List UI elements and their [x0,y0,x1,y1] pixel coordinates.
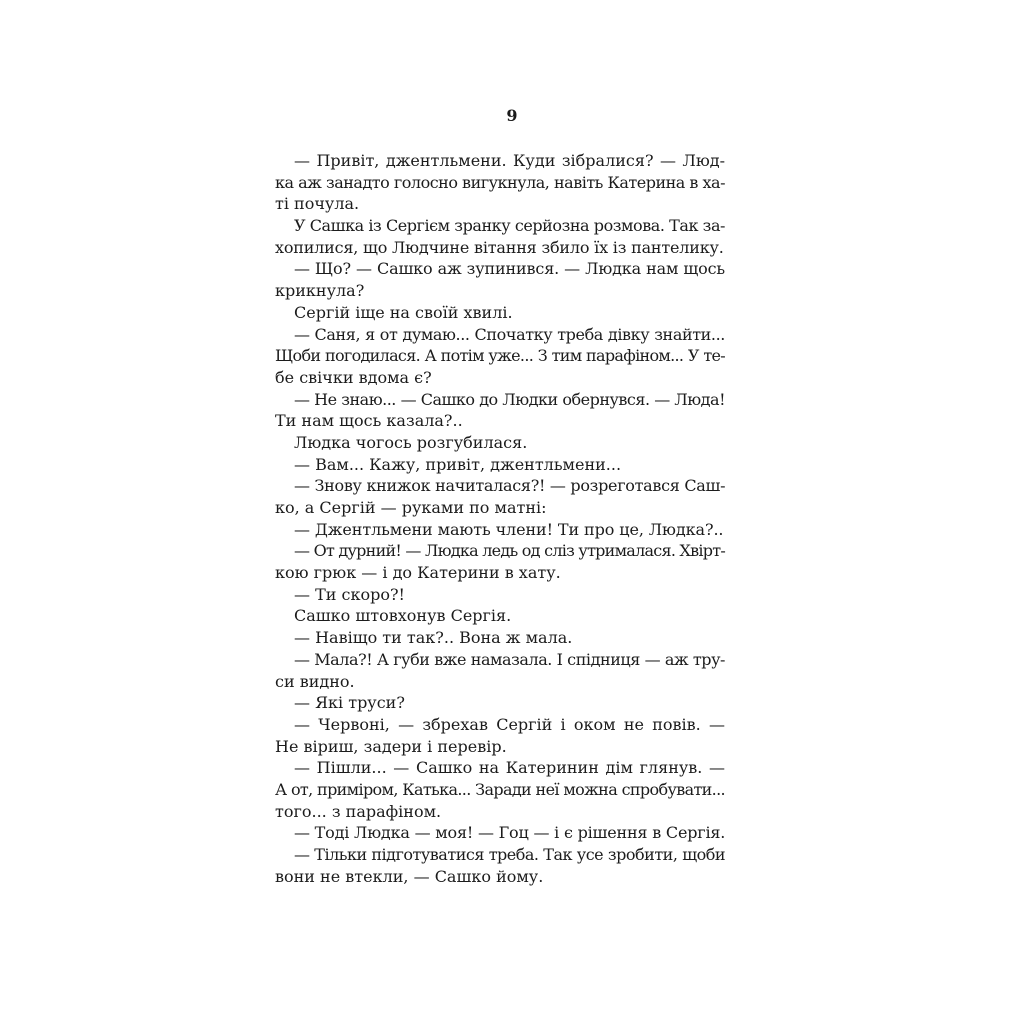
text-line: ті почула. [275,194,360,214]
text-line: — Що? — Сашко аж зупинився. — Людка нам щось [294,259,725,279]
text-line: — Пішли... — Сашко на Катеринин дім глянув. — [294,758,725,778]
text-line: вони не втекли, — Сашко йому. [275,866,544,886]
text-line: ко, а Сергій — руками по матні: [275,498,547,517]
text-line: того... з парафіном. [275,801,442,821]
text-line: кою грюк — і до Катерини в хату. [275,563,561,583]
body-text [275,150,725,887]
text-line: — Навіщо ти так?.. Вона ж мала. [294,628,573,648]
text-line: — Джентльмени мають члени! Ти про це, Людка?.. [294,519,724,539]
text-line: — Вам... Кажу, привіт, джентльмени... [294,454,622,474]
text-line: Сашко штовхонув Сергія. [294,606,512,626]
text-line: крикнула? [275,281,365,301]
text-line: У Сашка із Сергієм зранку серйозна розмова. Так за- [294,216,725,236]
text-line: хопилися, що Людчине вітання збило їх із пантелику. [275,237,724,257]
text-line: Щоби погодилася. А потім уже... З тим парафіном... У те- [275,346,725,366]
text-line: Ти нам щось казала?.. [275,411,463,431]
text-line: ка аж занадто голосно вигукнула, навіть Катерина в ха- [275,172,725,192]
text-line: Сергій іще на своїй хвилі. [294,302,513,322]
text-line: — Які труси? [294,693,405,713]
text-line: Не віриш, задери і перевір. [275,736,507,756]
text-line: — Саня, я от думаю... Спочатку треба дівку знайти... [294,324,725,344]
text-line: — Тільки підготуватися треба. Так усе зробити, щоби [294,845,725,864]
text-line: си видно. [275,671,355,691]
text-line: — Червоні, — збрехав Сергій і оком не повів. — [294,714,725,734]
text-line: Людка чогось розгубилася. [294,432,528,452]
page-number: 9 [506,106,518,125]
text-line: — Не знаю... — Сашко до Людки обернувся. — Люда! [294,389,725,409]
text-line: — Тоді Людка — моя! — Гоц — і є рішення в Сергія. [294,823,726,843]
text-line: — Мала?! А губи вже намазала. І спідниця — аж тру- [294,649,725,669]
text-line: — Ти скоро?! [294,584,405,604]
text-line: А от, приміром, Катька... Заради неї можна спробувати... [275,779,725,799]
text-line: — От дурний! — Людка ледь од сліз утрималася. Хвірт- [294,541,726,561]
text-line: — Привіт, джентльмени. Куди зібралися? — Люд- [294,151,725,170]
text-line: бе свічки вдома є? [275,367,432,387]
text-line: — Знову книжок начиталася?! — розреготався Саш- [294,476,726,496]
